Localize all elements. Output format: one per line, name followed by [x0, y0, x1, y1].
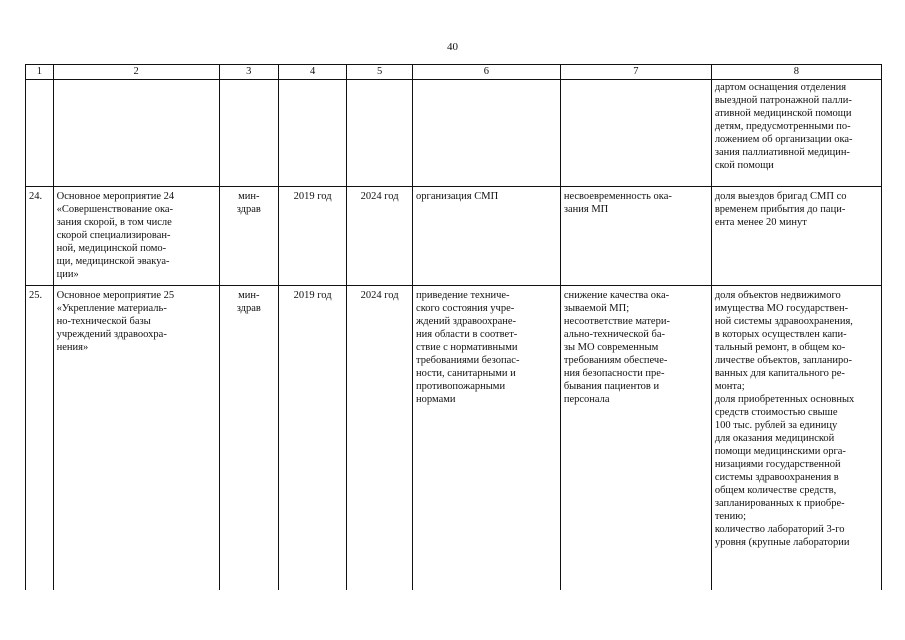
executor-cell [219, 80, 279, 187]
start-year-cell: 2019 год [279, 286, 347, 591]
end-year-cell: 2024 год [347, 187, 413, 286]
column-header: 4 [279, 65, 347, 80]
indicator-cell: доля выездов бригад СМП со временем прибытия до паци- ента менее 20 минут [711, 187, 881, 286]
start-year-cell [279, 80, 347, 187]
event-cell: Основное мероприятие 25 «Укрепление материаль- но-технической базы учреждений здравоохра- нения» [53, 286, 219, 591]
column-header: 3 [219, 65, 279, 80]
executor-cell: мин- здрав [219, 187, 279, 286]
consequences-cell [560, 80, 711, 187]
page-number: 40 [447, 41, 458, 53]
result-cell: организация СМП [413, 187, 561, 286]
event-cell: Основное мероприятие 24 «Совершенствование ока- зания скорой, в том числе скорой специализирован- ной, медицинской помо- щи, медицинской эвакуа- ции» [53, 187, 219, 286]
result-cell: приведение техниче- ского состояния учре- ждений здравоохране- ния области в соответ- ствие с нормативными требованиями безопас- ности, санитарными и противопожарными нормами [413, 286, 561, 591]
table-row [26, 80, 882, 187]
consequences-cell: снижение качества ока- зываемой МП; несоответствие матери- ально-технической ба- зы МО современным требованиям обеспече- ния безопасности пре- бывания пациентов и персонала [560, 286, 711, 591]
column-header: 5 [347, 65, 413, 80]
column-header: 8 [711, 65, 881, 80]
consequences-cell: несвоевременность ока- зания МП [560, 187, 711, 286]
column-header: 1 [26, 65, 54, 80]
indicator-cell: доля объектов недвижимого имущества МО государствен- ной системы здравоохранения, в которых осуществлен капи- тальный ремонт, в общем ко- личестве объектов, запланиро- ванных для капитального ре- монта; доля приобретенных основных средств стоимостью свыше 100 тыс. рублей за единицу для оказания медицинской помощи медицинскими орга- низациями государственной системы здравоохранения в общем количестве средств, запланированных к приобре- тению; количество лабораторий 3-го уровня (крупные лаборатории [711, 286, 881, 591]
row-number-cell: 25. [26, 286, 54, 591]
end-year-cell: 2024 год [347, 286, 413, 591]
column-header: 7 [560, 65, 711, 80]
result-cell [413, 80, 561, 187]
end-year-cell [347, 80, 413, 187]
table-row [26, 187, 882, 286]
column-header: 2 [53, 65, 219, 80]
measures-table [25, 64, 882, 590]
indicator-cell: дартом оснащения отделения выездной патронажной палли- ативной медицинской помощи детям, предусмотренными по- ложением об организации ока- зания паллиативной медицин- ской помощи [711, 80, 881, 187]
executor-cell: мин- здрав [219, 286, 279, 591]
column-number-row [26, 65, 882, 80]
row-number-cell [26, 80, 54, 187]
column-header: 6 [413, 65, 561, 80]
start-year-cell: 2019 год [279, 187, 347, 286]
row-number-cell: 24. [26, 187, 54, 286]
event-cell [53, 80, 219, 187]
table-row [26, 286, 882, 591]
